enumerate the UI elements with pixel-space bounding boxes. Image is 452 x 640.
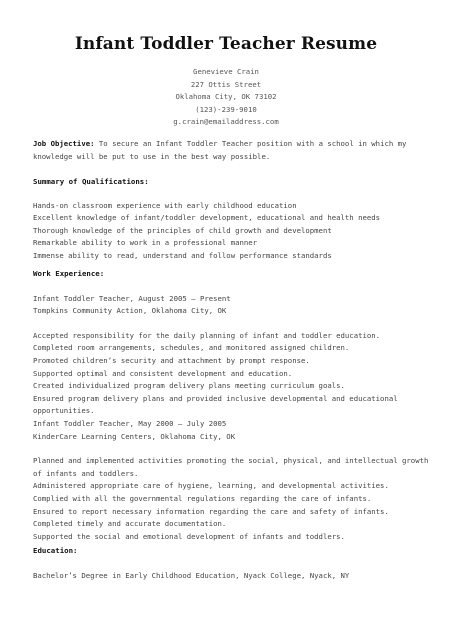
job-duty: Administered appropriate care of hygiene, learning, and developmental activities. [33, 481, 389, 491]
contact-block [0, 66, 452, 129]
job-employer: KinderCare Learning Centers, Oklahoma City, OK [33, 431, 236, 441]
job-duty: Completed room arrangements, schedules, and monitored assigned children. [33, 343, 350, 353]
job-duty: Planned and implemented activities promoting the social, physical, and intellectual growth of infants and toddlers. [33, 456, 429, 478]
job-duty: Supported optimal and consistent development and education. [33, 368, 293, 378]
qualification-item: Remarkable ability to work in a professional manner [33, 238, 258, 248]
qualification-item: Hands-on classroom experience with early childhood education [33, 200, 297, 210]
contact-street: 227 Ottis Street [190, 79, 262, 89]
contact-name: Genevieve Crain [193, 67, 259, 76]
objective-section [33, 138, 433, 163]
job-duty: Complied with all the governmental regulations regarding the care of infants. [33, 493, 372, 503]
job-duty: Completed timely and accurate documentation. [33, 519, 227, 529]
contact-email: g.crain@emailaddress.com [173, 117, 279, 127]
objective-label: Job Objective: [33, 139, 95, 148]
job-employer: Tompkins Community Action, Oklahoma City, OK [33, 306, 227, 316]
job-duty: Supported the social and emotional development of infants and toddlers. [33, 531, 345, 541]
job-duty: Created individualized program delivery plans meeting curriculum goals. [33, 381, 345, 391]
experience-heading: Work Experience: [33, 269, 105, 278]
qualifications-section [33, 176, 433, 263]
education-section [33, 545, 433, 582]
job-duty: Ensured program delivery plans and provided inclusive developmental and educational opportunities. [33, 393, 398, 416]
qualification-item: Excellent knowledge of infant/toddler development, educational and health needs [33, 213, 381, 223]
job-duty: Promoted children’s security and attachment by prompt response. [33, 355, 310, 365]
page-title: Infant Toddler Teacher Resume [74, 34, 378, 54]
experience-section [33, 268, 433, 543]
job-title: Infant Toddler Teacher, August 2005 – Present [33, 293, 231, 303]
contact-phone: (123)-239-9010 [195, 104, 257, 114]
education-heading: Education: [33, 546, 78, 555]
objective-text: To secure an Infant Toddler Teacher position with a school in which my knowledge will be put to use in the best way possible. [33, 139, 407, 161]
job-duty: Ensured to report necessary information regarding the care and safety of infants. [33, 506, 389, 516]
job-title: Infant Toddler Teacher, May 2000 – July 2005 [33, 418, 227, 428]
job-duty: Accepted responsibility for the daily planning of infant and toddler education. [33, 330, 381, 340]
qualification-item: Immense ability to read, understand and follow performance standards [33, 250, 332, 260]
qualifications-heading: Summary of Qualifications: [33, 177, 149, 186]
qualification-item: Thorough knowledge of the principles of child growth and development [33, 225, 332, 235]
contact-city: Oklahoma City, OK 73102 [175, 92, 277, 102]
education-entry: Bachelor’s Degree in Early Childhood Education, Nyack College, Nyack, NY [33, 570, 350, 580]
